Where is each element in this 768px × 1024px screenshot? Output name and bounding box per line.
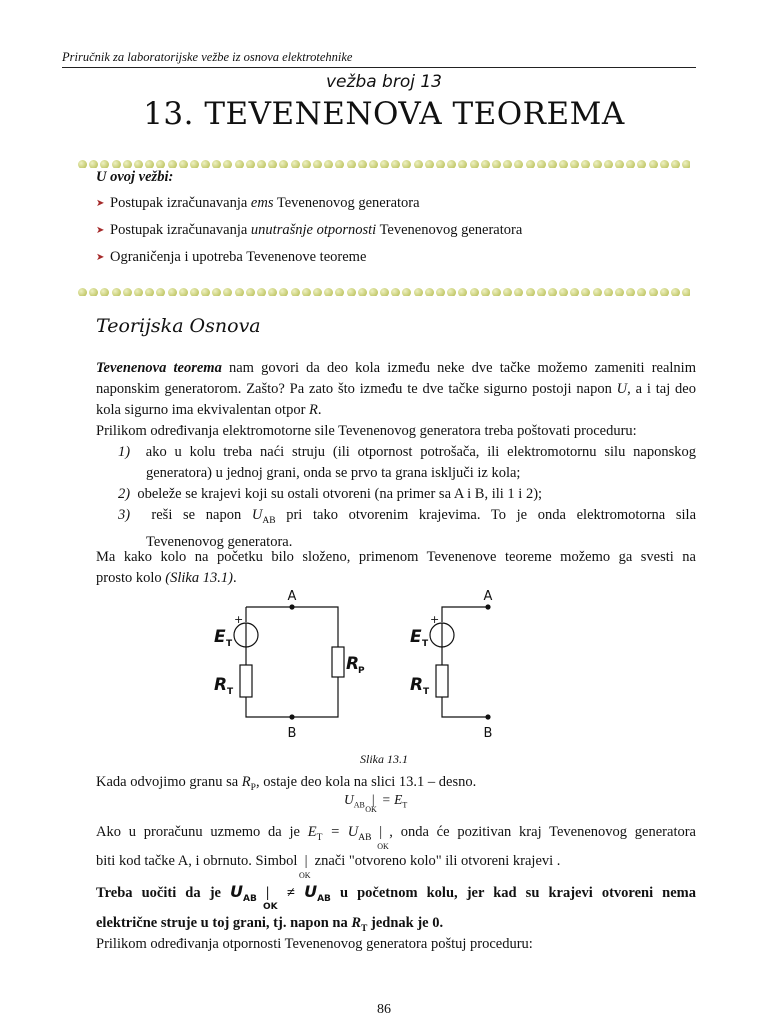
- divider-dot: [246, 288, 255, 296]
- divider-dot: [369, 160, 378, 168]
- divider-dot: [447, 288, 456, 296]
- divider-dot: [570, 288, 579, 296]
- divider-dot: [537, 160, 546, 168]
- divider-dot: [347, 160, 356, 168]
- body-text: Tevenenova teorema nam govori da deo kola između neke dve tačke možemo zameniti realnim naponskim generatorom. Zašto? Pa zato što između te dve tačke sigurno postoji napon U, a i taj deo kola sigurno ima ekvivalentan otpor R. Prilikom određivanja elektromotorne sile Tevenenovog generatora treba poštovati proceduru:: [96, 360, 696, 439]
- divider-dot: [179, 288, 188, 296]
- divider-dot: [313, 288, 322, 296]
- divider-dot: [660, 288, 669, 296]
- divider-dot: [268, 288, 277, 296]
- divider-dot: [291, 160, 300, 168]
- divider-dot: [335, 288, 344, 296]
- divider-dot: [78, 160, 87, 168]
- divider-dot: [302, 160, 311, 168]
- header-rule: [62, 67, 696, 68]
- divider-dot: [503, 288, 512, 296]
- body-text: Kada odvojimo granu sa $R_P$, ostaje deo kola na slici 13.1 – desno.: [96, 774, 477, 793]
- divider-dot: [257, 160, 266, 168]
- divider-dot: [335, 160, 344, 168]
- divider-dot: [358, 160, 367, 168]
- divider-dot: [279, 160, 288, 168]
- divider-dot: [89, 160, 98, 168]
- divider-dot: [615, 288, 624, 296]
- divider-dot: [168, 160, 177, 168]
- rt-label: R: [410, 675, 424, 695]
- list-item: 3) reši se napon $U_{AB}$ pri tako otvorenim krajevima. To je onda elektromotorna sila Tevenenovog generatora.: [118, 507, 697, 550]
- divider-dot: [593, 160, 602, 168]
- divider-dot: [604, 288, 613, 296]
- divider-dot: [123, 160, 132, 168]
- divider-dot: [593, 288, 602, 296]
- divider-dot: [581, 288, 590, 296]
- divider-dot: [358, 288, 367, 296]
- divider-dot: [380, 288, 389, 296]
- divider-dot: [235, 160, 244, 168]
- divider-dot: [671, 288, 680, 296]
- divider-dot: [89, 288, 98, 296]
- plus-sign: +: [234, 613, 244, 626]
- divider-dot: [548, 160, 557, 168]
- divider-dot: [380, 160, 389, 168]
- divider-dot: [246, 160, 255, 168]
- node-a-dot: [289, 604, 294, 609]
- arrow-bullet-icon: ➤: [96, 198, 105, 209]
- divider-dot: [649, 160, 658, 168]
- divider-dot: [112, 160, 121, 168]
- node-a-label: A: [287, 589, 297, 604]
- divider-dot: [391, 288, 400, 296]
- divider-dot: [637, 160, 646, 168]
- body-text: Ako u proračunu uzmemo da je $E_T = U_{AB}$ | OK , onda će pozitivan kraj Tevenenovog generatora: [96, 824, 696, 851]
- divider-dot: [134, 288, 143, 296]
- divider-dot: [414, 288, 423, 296]
- divider-dot: [447, 160, 456, 168]
- divider-dot: [492, 160, 501, 168]
- divider-dot: [257, 288, 266, 296]
- divider-dot: [100, 160, 109, 168]
- divider-dot: [626, 160, 635, 168]
- divider-dot: [134, 160, 143, 168]
- node-a-label: A: [483, 589, 493, 604]
- node-b-dot: [485, 714, 490, 719]
- body-text: Prilikom određivanja otpornosti Tevenenovog generatora poštuj proceduru:: [96, 936, 533, 952]
- rp-label: R: [346, 654, 360, 674]
- node-b-dot: [289, 714, 294, 719]
- rt-label: R: [214, 675, 228, 695]
- intro-item: ➤ Postupak izračunavanja ems Tevenenovog generatora: [96, 195, 420, 211]
- divider-dot: [391, 160, 400, 168]
- divider-dot: [190, 288, 199, 296]
- list-item: 2) obeleže se krajevi koji su ostali otvoreni (na primer sa A i B, ili 1 i 2);: [118, 486, 543, 502]
- divider-dot: [425, 160, 434, 168]
- page-number: 86: [377, 1002, 391, 1017]
- node-a-dot: [485, 604, 490, 609]
- divider-dot: [436, 288, 445, 296]
- divider-dot: [223, 160, 232, 168]
- running-header: Priručnik za laboratorijske vežbe iz osnova elektrotehnike: [62, 50, 353, 64]
- divider-dot: [581, 160, 590, 168]
- divider-dot: [470, 160, 479, 168]
- emphasis-text: električne struje u toj grani, tj. napon na $R_T$ jednak je 0.: [96, 915, 444, 934]
- wire: [442, 607, 488, 622]
- divider-dot: [425, 288, 434, 296]
- divider-dot: [682, 160, 690, 168]
- divider-dot: [626, 288, 635, 296]
- divider-dot: [268, 160, 277, 168]
- divider-dot: [615, 160, 624, 168]
- divider-dot: [604, 160, 613, 168]
- divider-dot: [526, 160, 535, 168]
- divider-dot: [212, 160, 221, 168]
- divider-dot: [212, 288, 221, 296]
- divider-dot: [660, 160, 669, 168]
- list-item: 1) ako u kolu treba naći struju (ili otpornost potrošača, ili elektromotornu silu naponskog generatora) u jednoj grani, onda se prvo ta grana isključi iz kola;: [118, 444, 696, 481]
- body-text: biti kod tačke A, i obrnuto. Simbol | OK znači "otvoreno kolo" ili otvoreni krajevi .: [96, 853, 561, 880]
- wire: [246, 607, 338, 647]
- divider-dot: [637, 288, 646, 296]
- divider-dot: [649, 288, 658, 296]
- divider-dot: [492, 288, 501, 296]
- divider-dot: [347, 288, 356, 296]
- divider-dot: [156, 288, 165, 296]
- wire: [246, 677, 338, 717]
- divider-dot: [324, 288, 333, 296]
- plus-sign: +: [430, 613, 440, 626]
- divider-dot: [458, 160, 467, 168]
- page-title: 13. TEVENENOVA TEOREMA: [143, 96, 625, 132]
- divider-dot: [223, 288, 232, 296]
- divider-dot: [100, 288, 109, 296]
- arrow-bullet-icon: ➤: [96, 252, 105, 263]
- divider-dot: [458, 288, 467, 296]
- divider-dot: [145, 288, 154, 296]
- divider-dot: [402, 160, 411, 168]
- divider-dot: [526, 288, 535, 296]
- section-title: Teorijska Osnova: [96, 315, 261, 337]
- divider-dot: [168, 288, 177, 296]
- divider-dot: [503, 160, 512, 168]
- divider-dot: [537, 288, 546, 296]
- divider-dot: [682, 288, 690, 296]
- arrow-bullet-icon: ➤: [96, 225, 105, 236]
- decorative-dot-divider: [78, 284, 690, 296]
- intro-heading: U ovoj vežbi:: [96, 169, 174, 185]
- divider-dot: [156, 160, 165, 168]
- body-text: Ma kako kolo na početku bilo složeno, primenom Tevenenove teoreme možemo ga svesti na prosto kolo (Slika 13.1).: [96, 549, 696, 586]
- divider-dot: [324, 160, 333, 168]
- decorative-dot-divider: [78, 156, 690, 168]
- rp-subscript: P: [358, 666, 365, 676]
- divider-dot: [514, 288, 523, 296]
- divider-dot: [481, 288, 490, 296]
- node-b-label: B: [287, 726, 297, 741]
- equation: $U_{AB}$ | OK = $E_T$: [344, 792, 408, 814]
- rt-subscript: T: [423, 687, 430, 697]
- divider-dot: [671, 160, 680, 168]
- divider-dot: [548, 288, 557, 296]
- exercise-label: vežba broj 13: [326, 72, 442, 92]
- divider-dot: [470, 288, 479, 296]
- divider-dot: [201, 288, 210, 296]
- intro-item: ➤ Postupak izračunavanja unutrašnje otpornosti Tevenenovog generatora: [96, 222, 523, 238]
- et-subscript: T: [226, 639, 233, 649]
- divider-dot: [481, 160, 490, 168]
- et-subscript: T: [422, 639, 429, 649]
- divider-dot: [279, 288, 288, 296]
- et-label: E: [214, 627, 226, 647]
- divider-dot: [123, 288, 132, 296]
- divider-dot: [369, 288, 378, 296]
- resistor-rt-symbol: [240, 665, 252, 697]
- divider-dot: [414, 160, 423, 168]
- divider-dot: [559, 288, 568, 296]
- divider-dot: [436, 160, 445, 168]
- et-label: E: [410, 627, 422, 647]
- divider-dot: [291, 288, 300, 296]
- divider-dot: [78, 288, 87, 296]
- circuit-figure: [200, 585, 530, 745]
- figure-caption: Slika 13.1: [360, 752, 408, 766]
- divider-dot: [179, 160, 188, 168]
- divider-dot: [145, 160, 154, 168]
- node-b-label: B: [483, 726, 493, 741]
- intro-item: ➤ Ograničenja i upotreba Tevenenove teoreme: [96, 249, 367, 265]
- divider-dot: [201, 160, 210, 168]
- divider-dot: [514, 160, 523, 168]
- divider-dot: [402, 288, 411, 296]
- divider-dot: [190, 160, 199, 168]
- wire: [442, 697, 488, 717]
- divider-dot: [112, 288, 121, 296]
- divider-dot: [313, 160, 322, 168]
- divider-dot: [235, 288, 244, 296]
- emphasis-text: Treba uočiti da je $U_{AB}$ | OK ≠ $U_{AB}$ u početnom kolu, jer kad su krajevi otvoreni nema: [96, 882, 697, 912]
- divider-dot: [559, 160, 568, 168]
- resistor-rp-symbol: [332, 647, 344, 677]
- divider-dot: [570, 160, 579, 168]
- divider-dot: [302, 288, 311, 296]
- resistor-rt-symbol: [436, 665, 448, 697]
- rt-subscript: T: [227, 687, 234, 697]
